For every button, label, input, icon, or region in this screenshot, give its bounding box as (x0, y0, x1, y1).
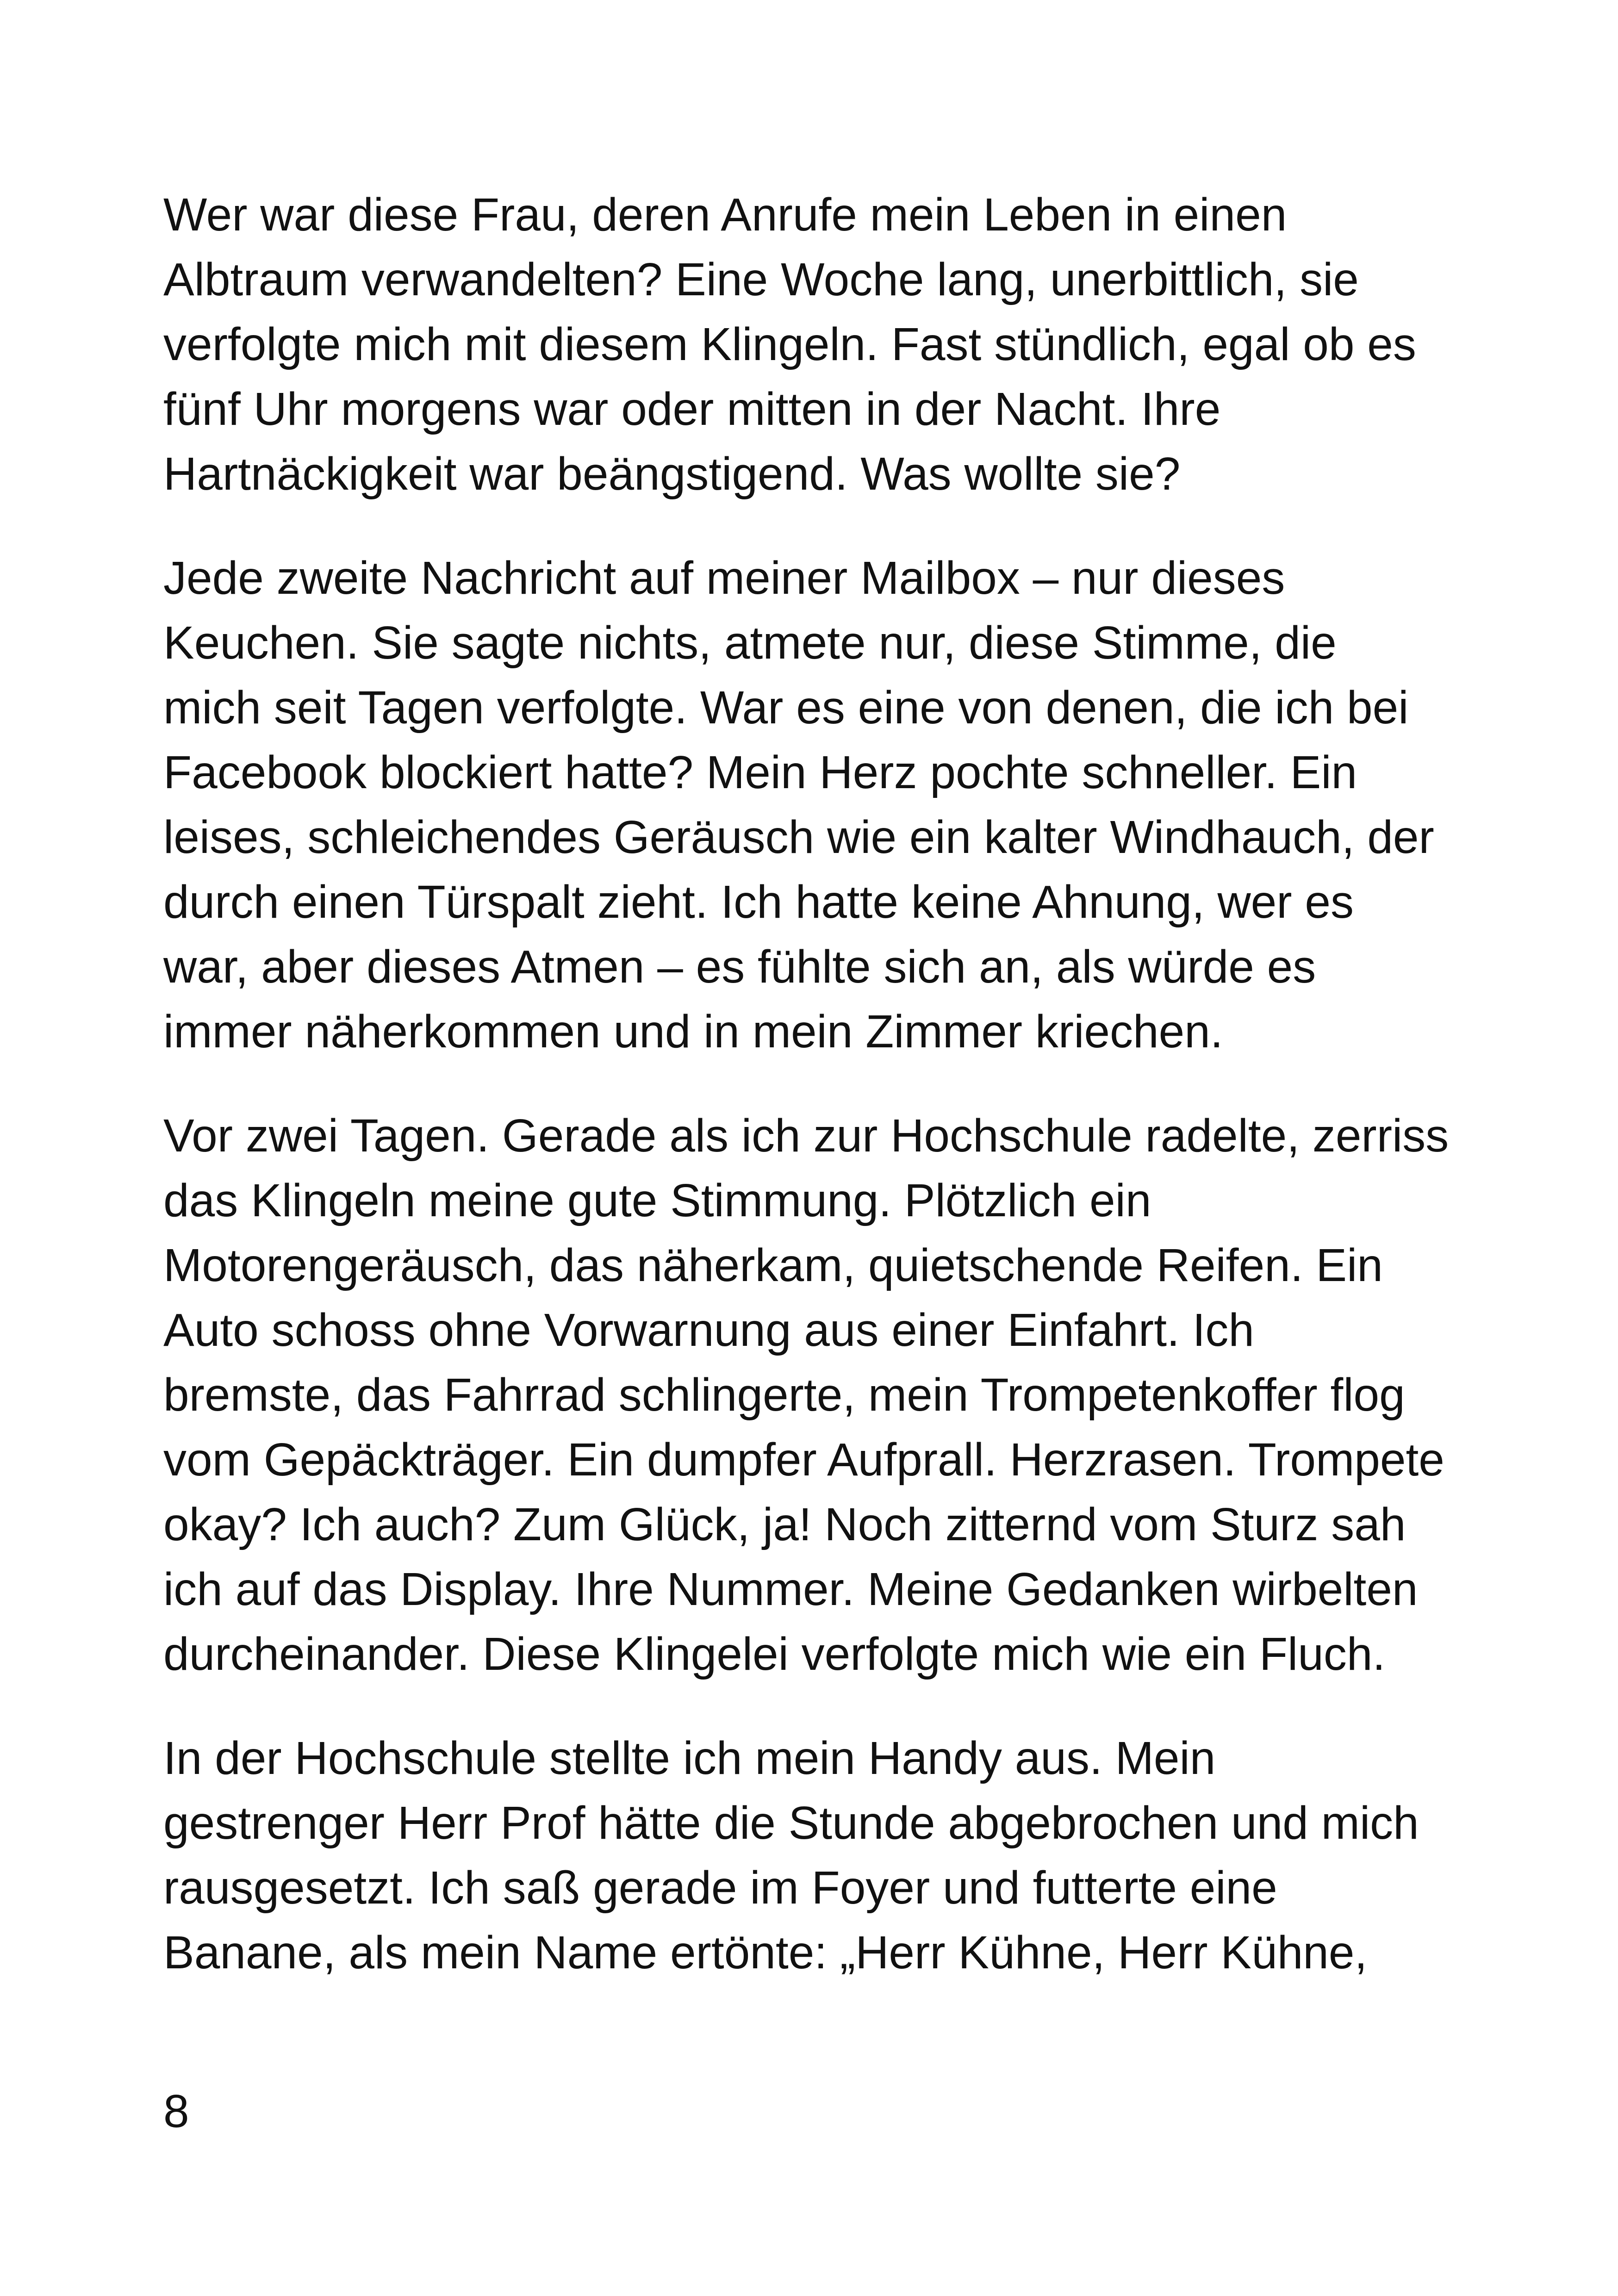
text-line: durcheinander. Diese Klingelei verfolgte mich wie ein Fluch. (163, 1628, 1386, 1680)
paragraph-2 (163, 546, 1487, 1064)
text-line: Albtraum verwandelten? Eine Woche lang, unerbittlich, sie (163, 254, 1359, 305)
text-line: Vor zwei Tagen. Gerade als ich zur Hochschule radelte, zerriss (163, 1110, 1449, 1162)
text-line: Jede zweite Nachricht auf meiner Mailbox – nur dieses (163, 552, 1285, 604)
text-line: rausgesetzt. Ich saß gerade im Foyer und futterte eine (163, 1862, 1277, 1914)
text-line: Hartnäckigkeit war beängstigend. Was wollte sie? (163, 448, 1181, 500)
text-line: mich seit Tagen verfolgte. War es eine von denen, die ich bei (163, 682, 1409, 734)
text-line: Wer war diese Frau, deren Anrufe mein Leben in einen (163, 189, 1287, 241)
text-line: gestrenger Herr Prof hätte die Stunde abgebrochen und mich (163, 1797, 1419, 1849)
text-line: leises, schleichendes Geräusch wie ein kalter Windhauch, der (163, 811, 1434, 863)
text-line: Keuchen. Sie sagte nichts, atmete nur, diese Stimme, die (163, 617, 1337, 669)
body-text (163, 182, 1487, 2024)
text-line: ich auf das Display. Ihre Nummer. Meine Gedanken wirbelten (163, 1563, 1418, 1615)
text-line: In der Hochschule stellte ich mein Handy aus. Mein (163, 1732, 1216, 1784)
text-line: war, aber dieses Atmen – es fühlte sich an, als würde es (163, 941, 1316, 993)
paragraph-1 (163, 182, 1487, 506)
text-line: durch einen Türspalt zieht. Ich hatte keine Ahnung, wer es (163, 876, 1354, 928)
paragraph-4 (163, 1726, 1487, 1985)
text-line: bremste, das Fahrrad schlingerte, mein Trompetenkoffer flog (163, 1369, 1405, 1421)
text-line: vom Gepäckträger. Ein dumpfer Aufprall. Herzrasen. Trompete (163, 1434, 1444, 1486)
text-line: Auto schoss ohne Vorwarnung aus einer Einfahrt. Ich (163, 1304, 1254, 1356)
text-line: verfolgte mich mit diesem Klingeln. Fast stündlich, egal ob es (163, 318, 1416, 370)
text-line: okay? Ich auch? Zum Glück, ja! Noch zitternd vom Sturz sah (163, 1499, 1406, 1550)
text-line: Banane, als mein Name ertönte: „Herr Kühne, Herr Kühne, (163, 1927, 1368, 1979)
text-line: Motorengeräusch, das näherkam, quietschende Reifen. Ein (163, 1239, 1383, 1291)
text-line: Facebook blockiert hatte? Mein Herz pochte schneller. Ein (163, 747, 1357, 798)
text-line: fünf Uhr morgens war oder mitten in der Nacht. Ihre (163, 383, 1221, 435)
text-line: immer näherkommen und in mein Zimmer kriechen. (163, 1006, 1223, 1058)
paragraph-3 (163, 1103, 1487, 1686)
text-line: das Klingeln meine gute Stimmung. Plötzlich ein (163, 1175, 1151, 1226)
page-number: 8 (163, 2085, 189, 2137)
